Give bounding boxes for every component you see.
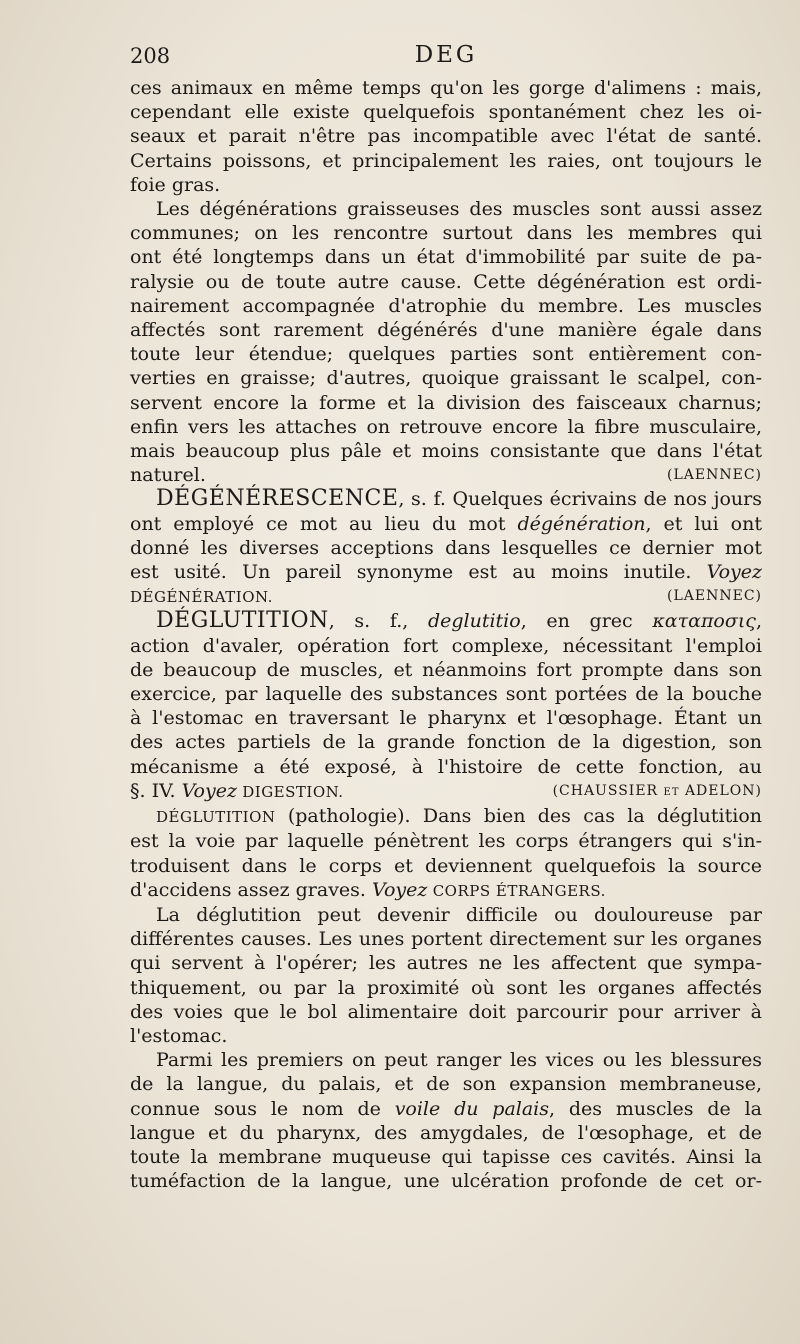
text-fragment: ont employé ce mot au lieu du mot bbox=[130, 512, 518, 535]
paragraph-difficile bbox=[130, 903, 762, 1048]
italic-term: deglutitio bbox=[427, 610, 521, 633]
text-line: exercice, par laquelle des substances sont portées de la bouche bbox=[130, 683, 762, 706]
text-fragment: (pathologie). Dans bien des cas la déglutition bbox=[275, 805, 762, 828]
entry-deglutition bbox=[130, 609, 762, 804]
italic-term: Voyez bbox=[706, 561, 762, 584]
entry-headword: DÉGLUTITION bbox=[156, 608, 329, 634]
text-line: l'estomac. bbox=[130, 1024, 228, 1047]
text-fragment: , s. f. Quelques écrivains de nos jours bbox=[398, 488, 762, 511]
text-fragment: d'accidens assez graves. bbox=[130, 878, 373, 901]
text-fragment: , bbox=[755, 610, 762, 633]
text-fragment: §. IV. bbox=[130, 779, 182, 802]
text-line: de beaucoup de muscles, et néanmoins fort prompte dans son bbox=[130, 658, 762, 681]
text-line bbox=[130, 779, 762, 804]
text-line: nairement accompagnée d'atrophie du membre. Les muscles bbox=[130, 294, 762, 317]
text-line: Les dégénérations graisseuses des muscles sont aussi assez bbox=[156, 198, 762, 221]
text-line bbox=[130, 584, 762, 609]
text-line: toute leur étendue; quelques parties sont entièrement con- bbox=[130, 343, 762, 366]
cross-reference: DIGESTION. bbox=[236, 782, 344, 801]
text-line: troduisent dans le corps et deviennent quelquefois la source bbox=[130, 854, 762, 877]
text-line: ont été longtemps dans un état d'immobilité par suite de pa- bbox=[130, 246, 762, 269]
text-fragment: , et lui ont bbox=[645, 512, 762, 535]
text-line: action d'avaler, opération fort complexe, nécessitant l'emploi bbox=[130, 634, 762, 657]
text-fragment: connue sous le nom de bbox=[130, 1097, 395, 1120]
text-line bbox=[130, 804, 762, 829]
text-line bbox=[130, 878, 762, 903]
text-fragment: est usité. Un pareil synonyme est au moins inutile. bbox=[130, 561, 707, 584]
text-fragment: , en grec bbox=[520, 610, 653, 633]
text-line: toute la membrane muqueuse qui tapisse ces cavités. Ainsi la bbox=[130, 1145, 762, 1168]
text-line: qui servent à l'opérer; les autres ne les affectent que sympa- bbox=[130, 952, 762, 975]
text-line: servent encore la forme et la division des faisceaux charnus; bbox=[130, 391, 762, 414]
entry-deglutition-pathologie bbox=[130, 804, 762, 903]
page-number: 208 bbox=[130, 44, 171, 68]
text-line: cependant elle existe quelquefois spontanément chez les oi- bbox=[130, 101, 762, 124]
text-line: des voies que le bol alimentaire doit parcourir pour arriver à bbox=[130, 1000, 762, 1023]
text-line bbox=[130, 1097, 762, 1121]
text-line: enfin vers les attaches on retrouve encore la fibre musculaire, bbox=[130, 415, 762, 438]
entry-subheadword: DÉGLUTITION bbox=[156, 808, 276, 827]
paragraph-parmi bbox=[130, 1048, 762, 1193]
text-line: communes; on les rencontre surtout dans les membres qui bbox=[130, 222, 762, 245]
paragraph-foie-gras bbox=[130, 76, 762, 197]
text-line bbox=[130, 609, 762, 633]
article-text bbox=[130, 76, 762, 1193]
text-fragment: , s. f., bbox=[328, 610, 428, 633]
text-line: mais beaucoup plus pâle et moins consistante que dans l'état bbox=[130, 440, 762, 463]
text-line: verties en graisse; d'autres, quoique graissant le scalpel, con- bbox=[130, 367, 762, 390]
text-line: affectés sont rarement dégénérés d'une manière égale dans bbox=[130, 319, 762, 342]
italic-term: Voyez bbox=[181, 779, 237, 802]
text-line: langue et du pharynx, des amygdales, de l'œsophage, et de bbox=[130, 1121, 762, 1144]
text-line: La déglutition peut devenir difficile ou douloureuse par bbox=[156, 903, 762, 926]
text-line bbox=[130, 463, 762, 487]
text-fragment: , des muscles de la bbox=[549, 1097, 762, 1120]
text-line: thiquement, ou par la proximité où sont les organes affectés bbox=[130, 976, 762, 999]
text-line bbox=[130, 512, 762, 536]
author-signature: (CHAUSSIER et ADELON) bbox=[552, 782, 762, 799]
text-line: à l'estomac en traversant le pharynx et l'œsophage. Étant un bbox=[130, 707, 762, 730]
greek-term: καταποσις bbox=[652, 610, 756, 633]
text-line: mécanisme a été exposé, à l'histoire de cette fonction, au bbox=[130, 755, 762, 778]
entry-headword: DÉGÉNÉRESCENCE bbox=[156, 486, 399, 512]
text-line: de la langue, du palais, et de son expansion membraneuse, bbox=[130, 1073, 762, 1096]
cross-reference: DÉGÉNÉRATION. bbox=[130, 588, 273, 607]
italic-term: dégénération bbox=[517, 512, 646, 535]
text-line: tuméfaction de la langue, une ulcération profonde de cet or- bbox=[130, 1170, 762, 1193]
author-signature: (LAENNEC) bbox=[667, 467, 762, 484]
text-line: foie gras. bbox=[130, 173, 221, 196]
text-line: seaux et parait n'être pas incompatible avec l'état de santé. bbox=[130, 125, 762, 148]
text-line: différentes causes. Les unes portent directement sur les organes bbox=[130, 928, 762, 951]
text-line: ralysie ou de toute autre cause. Cette dégénération est ordi- bbox=[130, 270, 762, 293]
text-line: Certains poissons, et principalement les raies, ont toujours le bbox=[130, 149, 762, 172]
running-head: DEG bbox=[414, 42, 478, 68]
italic-term: voile du palais bbox=[394, 1097, 550, 1120]
text-line: est la voie par laquelle pénètrent les corps étrangers qui s'in- bbox=[130, 830, 762, 853]
text-line: ces animaux en même temps qu'on les gorge d'alimens : mais, bbox=[130, 77, 762, 99]
author-signature: (LAENNEC) bbox=[667, 588, 762, 605]
entry-degenerescence bbox=[130, 487, 762, 609]
text-line: Parmi les premiers on peut ranger les vices ou les blessures bbox=[156, 1049, 762, 1072]
text-line bbox=[130, 487, 762, 511]
paragraph-muscles bbox=[130, 197, 762, 487]
italic-term: Voyez bbox=[372, 878, 428, 901]
text-line: donné les diverses acceptions dans lesquelles ce dernier mot bbox=[130, 536, 762, 559]
text-line bbox=[130, 560, 762, 584]
page-header bbox=[130, 44, 762, 76]
cross-reference: CORPS ÉTRANGERS. bbox=[427, 881, 606, 900]
text-fragment: naturel. bbox=[130, 464, 206, 487]
text-line: des actes partiels de la grande fonction de la digestion, son bbox=[130, 731, 762, 754]
